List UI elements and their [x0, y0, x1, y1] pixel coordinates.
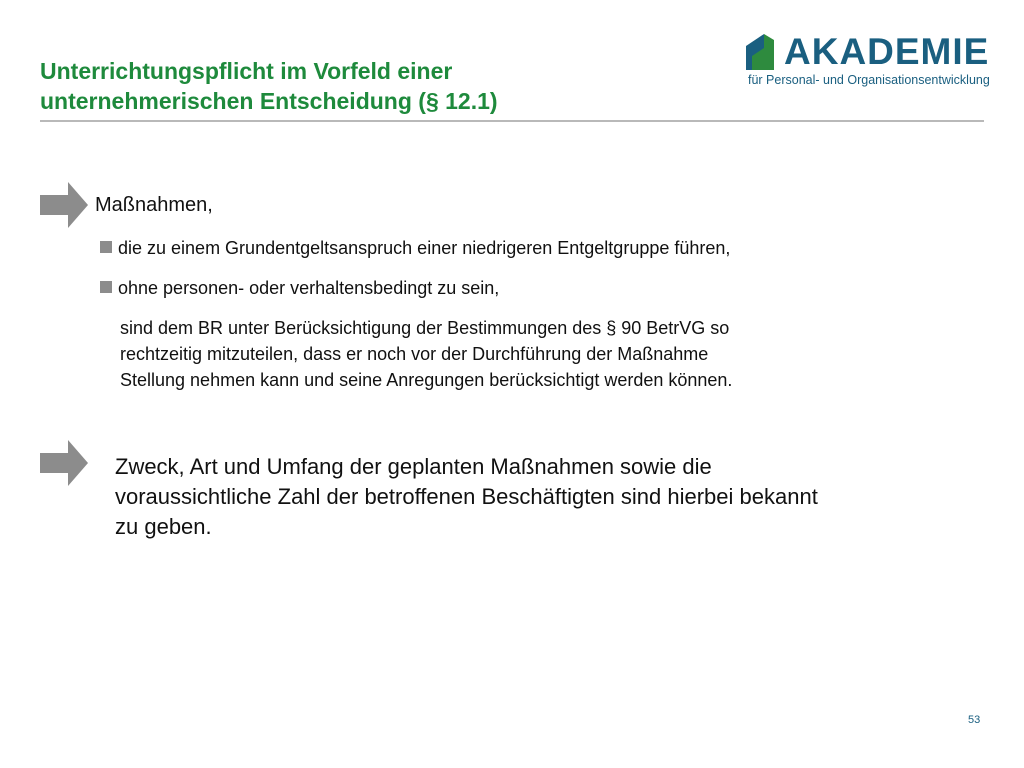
list-item — [100, 276, 499, 300]
slide-title-line: unternehmerischen Entscheidung (§ 12.1) — [40, 88, 498, 114]
measures-paragraph — [120, 315, 920, 393]
title-divider — [40, 120, 984, 122]
logo-wordmark: AKADEMIE — [784, 31, 990, 72]
list-item-text: die zu einem Grundentgeltsanspruch einer niedrigeren Entgeltgruppe führen, — [118, 238, 731, 258]
logo-subtitle: für Personal- und Organisationsentwicklung — [748, 73, 990, 87]
slide-title-line: Unterrichtungspflicht im Vorfeld einer — [40, 58, 453, 84]
paragraph-line: rechtzeitig mitzuteilen, dass er noch vor der Durchführung der Maßnahme — [120, 344, 709, 364]
arrow-right-icon — [40, 440, 88, 486]
square-bullet-icon — [100, 241, 112, 253]
paragraph-line: Stellung nehmen kann und seine Anregungen berücksichtigt werden können. — [120, 370, 733, 390]
slide-title — [40, 56, 680, 116]
arrow-right-icon — [40, 182, 88, 228]
akademie-logo — [744, 32, 990, 88]
purpose-paragraph — [115, 452, 955, 542]
list-item — [100, 236, 730, 260]
paragraph-line: zu geben. — [115, 514, 212, 539]
paragraph-line: voraussichtliche Zahl der betroffenen Beschäftigten sind hierbei bekannt — [115, 484, 818, 509]
measures-heading: Maßnahmen, — [95, 194, 213, 216]
paragraph-line: sind dem BR unter Berücksichtigung der Bestimmungen des § 90 BetrVG so — [120, 318, 730, 338]
list-item-text: ohne personen- oder verhaltensbedingt zu sein, — [118, 278, 500, 298]
square-bullet-icon — [100, 281, 112, 293]
house-logo-icon — [744, 32, 784, 72]
page-number: 53 — [968, 714, 981, 726]
paragraph-line: Zweck, Art und Umfang der geplanten Maßnahmen sowie die — [115, 454, 712, 479]
